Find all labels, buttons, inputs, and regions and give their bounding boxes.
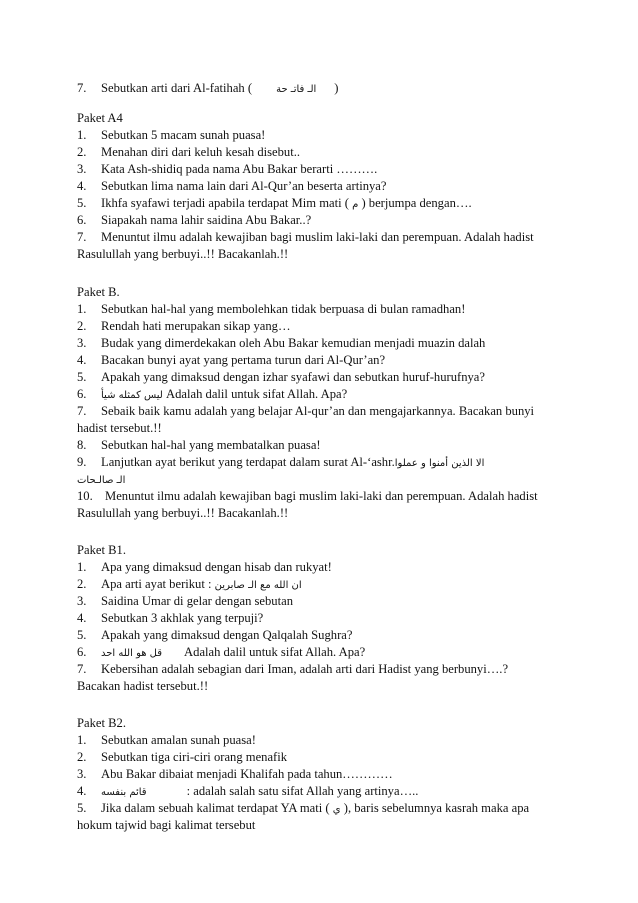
question-b-2: 2. Rendah hati merupakan sikap yang… — [77, 319, 291, 333]
arabic-text: م — [352, 199, 359, 210]
question-a4-2: 2. Menahan diri dari keluh kesah disebut.. — [77, 145, 300, 159]
question-a4-6: 6. Siapakah nama lahir saidina Abu Bakar..? — [77, 213, 312, 227]
question-b1-4: 4. Sebutkan 3 akhlak yang terpuji? — [77, 611, 264, 625]
question-b2-4: 4. قائم بنفسه : adalah salah satu sifat Allah yang artinya….. — [77, 784, 419, 798]
question-b2-2: 2. Sebutkan tiga ciri-ciri orang menafik — [77, 750, 288, 764]
question-b1-1: 1. Apa yang dimaksud dengan hisab dan rukyat! — [77, 560, 332, 574]
question-a4-7: 7. Menuntut ilmu adalah kewajiban bagi muslim laki-laki dan perempuan. Adalah hadist — [77, 230, 534, 244]
question-b1-7: 7. Kebersihan adalah sebagian dari Iman, adalah arti dari Hadist yang berbunyi….? — [77, 662, 509, 676]
question-a4-7-cont: Rasulullah yang berbuyi..!! Bacakanlah.!! — [77, 247, 289, 261]
section-title-b1: Paket B1. — [77, 543, 126, 557]
question-b1-3: 3. Saidina Umar di gelar dengan sebutan — [77, 594, 293, 608]
question-b-8: 8. Sebutkan hal-hal yang membatalkan puasa! — [77, 438, 321, 452]
question-b1-7-cont: Bacakan hadist tersebut.!! — [77, 679, 209, 693]
question-b2-5-cont: hokum tajwid bagi kalimat tersebut — [77, 818, 256, 832]
question-b-3: 3. Budak yang dimerdekakan oleh Abu Bakar kemudian menjadi muazin dalah — [77, 336, 486, 350]
question-a4-4: 4. Sebutkan lima nama lain dari Al-Qur’an beserta artinya? — [77, 179, 387, 193]
question-b1-2: 2. Apa arti ayat berikut : ان الله مع الـ صابرين — [77, 577, 302, 591]
question-b-10: 10. Menuntut ilmu adalah kewajiban bagi muslim laki-laki dan perempuan. Adalah hadist — [77, 489, 538, 503]
question-b-9-cont — [77, 471, 125, 489]
question-b-9: 9. Lanjutkan ayat berikut yang terdapat dalam surat Al-‘ashr.الا الذين أمنوا و عملوا — [77, 455, 485, 469]
question-b-10-cont: Rasulullah yang berbuyi..!! Bacakanlah.!! — [77, 506, 289, 520]
question-a4-1: 1. Sebutkan 5 macam sunah puasa! — [77, 128, 266, 142]
question-text: Sebutkan arti dari Al-fatihah ( — [101, 81, 253, 95]
question-b2-1: 1. Sebutkan amalan sunah puasa! — [77, 733, 256, 747]
question-b-1: 1. Sebutkan hal-hal yang membolehkan tidak berpuasa di bulan ramadhan! — [77, 302, 466, 316]
question-b1-5: 5. Apakah yang dimaksud dengan Qalqalah Sughra? — [77, 628, 353, 642]
section-title-b2: Paket B2. — [77, 716, 126, 730]
question-b-5: 5. Apakah yang dimaksud dengan izhar syafawi dan sebutkan huruf-hurufnya? — [77, 370, 485, 384]
question-a4-5: 5. Ikhfa syafawi terjadi apabila terdapat Mim mati ( م ) berjumpa dengan…. — [77, 196, 472, 210]
question-top — [77, 80, 338, 98]
question-b-7-cont: hadist tersebut.!! — [77, 421, 162, 435]
question-b-6: 6. ليس كمثله شيأ Adalah dalil untuk sifat Allah. Apa? — [77, 387, 348, 401]
question-b1-6: 6. قل هو الله احد Adalah dalil untuk sifat Allah. Apa? — [77, 645, 366, 659]
section-title-b: Paket B. — [77, 285, 120, 299]
arabic-text: قائم بنفسه — [101, 787, 147, 798]
arabic-text: ليس كمثله شيأ — [101, 390, 163, 401]
arabic-text: ي — [332, 804, 341, 815]
arabic-text: قل هو الله احد — [101, 648, 163, 659]
question-b2-3: 3. Abu Bakar dibaiat menjadi Khalifah pada tahun………… — [77, 767, 393, 781]
section-title-a4: Paket A4 — [77, 111, 123, 125]
arabic-text: ان الله مع الـ صابرين — [214, 580, 302, 591]
question-b2-5: 5. Jika dalam sebuah kalimat terdapat YA mati ( ي ), baris sebelumnya kasrah maka apa — [77, 801, 530, 815]
question-text-end: ) — [334, 81, 339, 95]
question-a4-3: 3. Kata Ash-shidiq pada nama Abu Bakar berarti ………. — [77, 162, 378, 176]
arabic-text: الـ فاتـ حة — [276, 84, 317, 95]
question-b-4: 4. Bacakan bunyi ayat yang pertama turun dari Al-Qur’an? — [77, 353, 386, 367]
arabic-text: الـ صالـحات — [77, 475, 126, 486]
question-number: 7. — [77, 81, 87, 95]
arabic-text: الا الذين أمنوا و عملوا — [394, 458, 485, 469]
question-b-7: 7. Sebaik baik kamu adalah yang belajar Al-qur’an dan mengajarkannya. Bacakan bunyi — [77, 404, 535, 418]
